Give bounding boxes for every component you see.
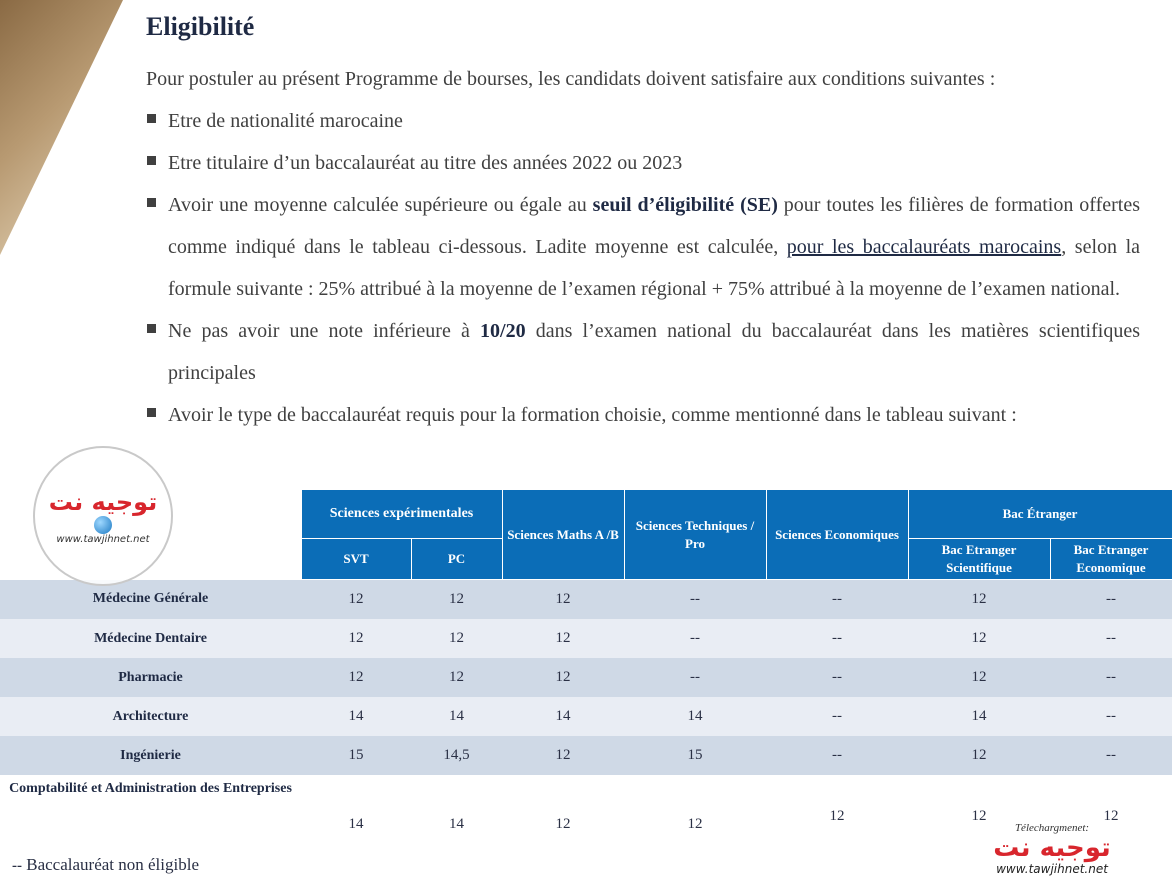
header-svt: SVT (301, 539, 411, 580)
header-sciences-tech: Sciences Techniques / Pro (624, 490, 766, 580)
header-bac-etranger: Bac Étranger (908, 490, 1172, 539)
header-sciences-exp: Sciences expérimentales (301, 490, 502, 539)
square-bullet-icon (147, 198, 156, 207)
table-row: Médecine Générale 12 12 12 -- -- 12 -- (0, 580, 1172, 620)
footnote-marker: -- (12, 858, 22, 874)
square-bullet-icon (147, 324, 156, 333)
header-bac-etr-eco: Bac Etranger Economique (1050, 539, 1172, 580)
header-sciences-eco: Sciences Economiques (766, 490, 908, 580)
table-row: Médecine Dentaire 12 12 12 -- -- 12 -- (0, 619, 1172, 658)
globe-icon (94, 516, 112, 534)
decorative-corner-image (0, 0, 150, 260)
brand-logo (982, 822, 1122, 876)
watermark-stamp (33, 446, 173, 586)
watermark-arabic: توجيه نت (48, 487, 158, 516)
brand-arabic: توجيه نت (993, 833, 1111, 863)
list-item: Etre titulaire d’un baccalauréat au titre des années 2022 ou 2023 (146, 142, 1140, 184)
underlined-phrase: pour les baccalauréats marocains (786, 236, 1062, 258)
page-title: Eligibilité (146, 12, 255, 41)
square-bullet-icon (147, 114, 156, 123)
footnote: -- Baccalauréat non éligible (12, 855, 199, 874)
list-item: Avoir une moyenne calculée supérieure ou égale au seuil d’éligibilité (SE) pour toutes les filières de formation offertes comme indiqué dans le tableau ci-dessous. Ladite moyenne est calculée, pour les baccalauréats marocains, selon la formule suivante : 25% attribué à la moyenne de l’examen régional + 75% attribué à la moyenne de l’examen national. (146, 184, 1140, 310)
brand-site: www.tawjihnet.net (996, 862, 1108, 876)
table-row: Pharmacie 12 12 12 -- -- 12 -- (0, 658, 1172, 697)
table-row: Comptabilité et Administration des Entreprises 14 14 12 12 12 12 12 (0, 775, 1172, 857)
download-label: Télechargmenet: (1014, 822, 1090, 834)
square-bullet-icon (147, 156, 156, 165)
eligibility-list (146, 100, 1140, 436)
table-row: Architecture 14 14 14 14 -- 14 -- (0, 697, 1172, 736)
header-sciences-maths: Sciences Maths A /B (502, 490, 624, 580)
header-pc: PC (411, 539, 502, 580)
list-item: Etre de nationalité marocaine (146, 100, 1140, 142)
table-row: Ingénierie 15 14,5 12 15 -- 12 -- (0, 736, 1172, 775)
watermark-site: www.tawjihnet.net (56, 533, 150, 545)
list-item: Ne pas avoir une note inférieure à 10/20 dans l’examen national du baccalauréat dans les matières scientifiques principales (146, 310, 1140, 394)
eligibility-table (0, 489, 1172, 857)
threshold-term: seuil d’éligibilité (SE) (592, 194, 778, 216)
square-bullet-icon (147, 408, 156, 417)
list-item: Avoir le type de baccalauréat requis pour la formation choisie, comme mentionné dans le tableau suivant : (146, 394, 1140, 436)
header-bac-etr-sci: Bac Etranger Scientifique (908, 539, 1050, 580)
min-grade: 10/20 (480, 320, 526, 342)
intro-paragraph: Pour postuler au présent Programme de bourses, les candidats doivent satisfaire aux conditions suivantes : (146, 68, 996, 90)
